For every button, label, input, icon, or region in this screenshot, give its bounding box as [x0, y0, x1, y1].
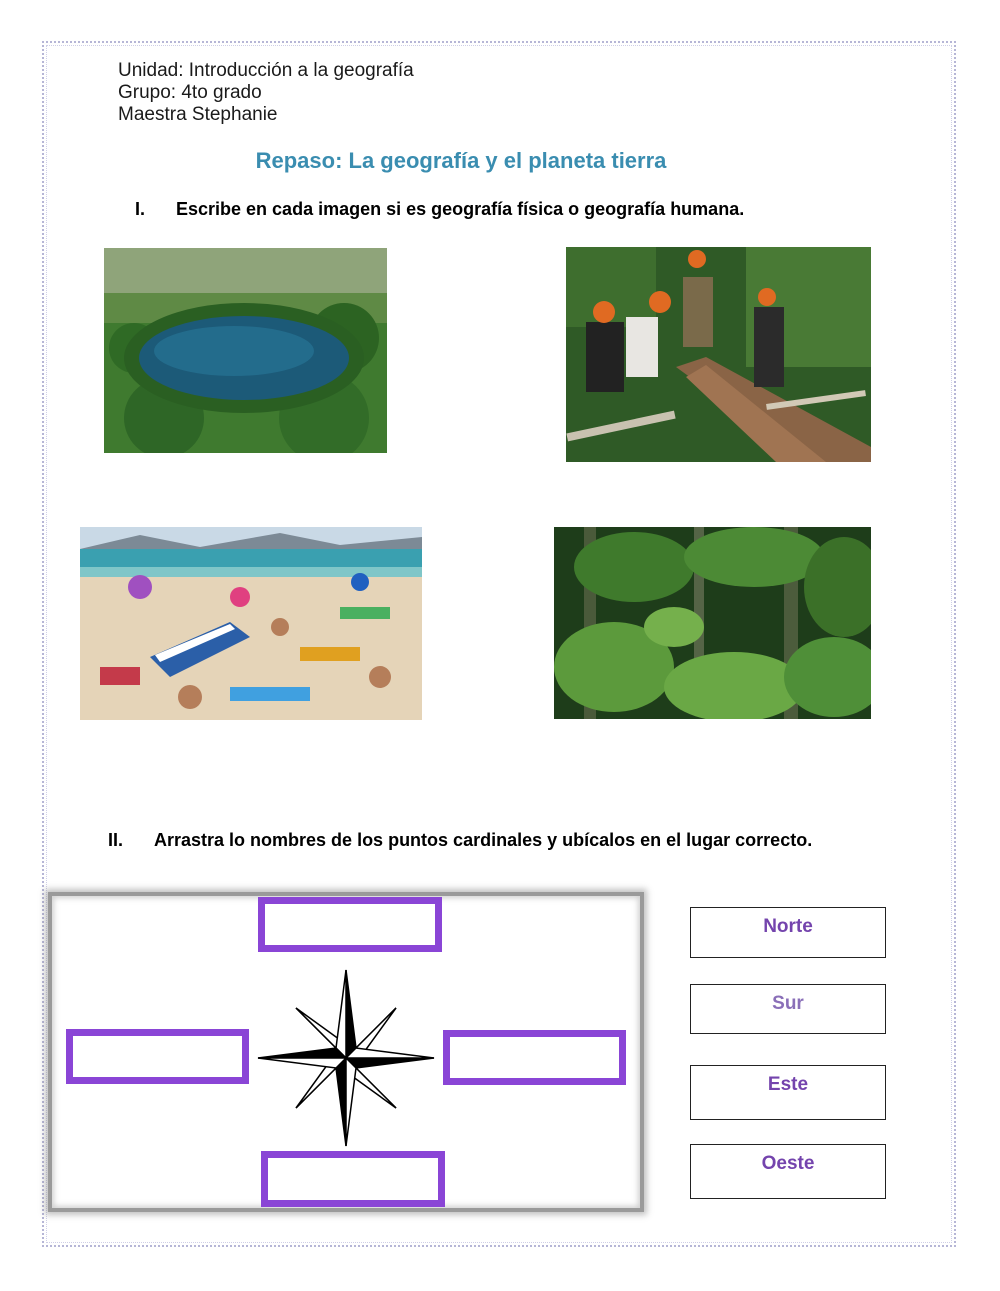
- option-label: Sur: [772, 993, 804, 1014]
- section-1-instruction: [135, 199, 835, 223]
- option-card-south[interactable]: [690, 984, 886, 1034]
- drop-slot-east[interactable]: [443, 1030, 626, 1085]
- option-card-east[interactable]: [690, 1065, 886, 1120]
- option-label: Oeste: [761, 1153, 815, 1174]
- section-1-number: I.: [135, 199, 146, 219]
- teacher-label: Maestra Stephanie: [118, 104, 278, 125]
- crowded-beach-photo: [80, 527, 422, 720]
- page-title: Repaso: La geografía y el planeta tierra: [255, 148, 667, 173]
- option-label: Norte: [763, 916, 813, 937]
- section-2-instruction: [108, 830, 898, 854]
- drop-slot-north[interactable]: [258, 897, 442, 952]
- group-label: Grupo: 4to grado: [118, 82, 262, 103]
- unit-label: Unidad: Introducción a la geografía: [118, 60, 414, 81]
- rainforest-photo: [554, 527, 871, 719]
- option-label: Este: [767, 1074, 809, 1095]
- lake-crater-photo: [104, 248, 387, 453]
- option-card-north[interactable]: [690, 907, 886, 958]
- drop-slot-west[interactable]: [66, 1029, 249, 1084]
- compass-rose-icon: [256, 968, 436, 1148]
- section-1-text: Escribe en cada imagen si es geografía física o geografía humana.: [176, 199, 745, 219]
- drop-slot-south[interactable]: [261, 1151, 445, 1207]
- section-2-text: Arrastra lo nombres de los puntos cardinales y ubícalos en el lugar correcto.: [154, 830, 813, 850]
- section-2-number: II.: [108, 830, 124, 850]
- option-card-west[interactable]: [690, 1144, 886, 1199]
- loggers-cutting-tree-photo: [566, 247, 871, 462]
